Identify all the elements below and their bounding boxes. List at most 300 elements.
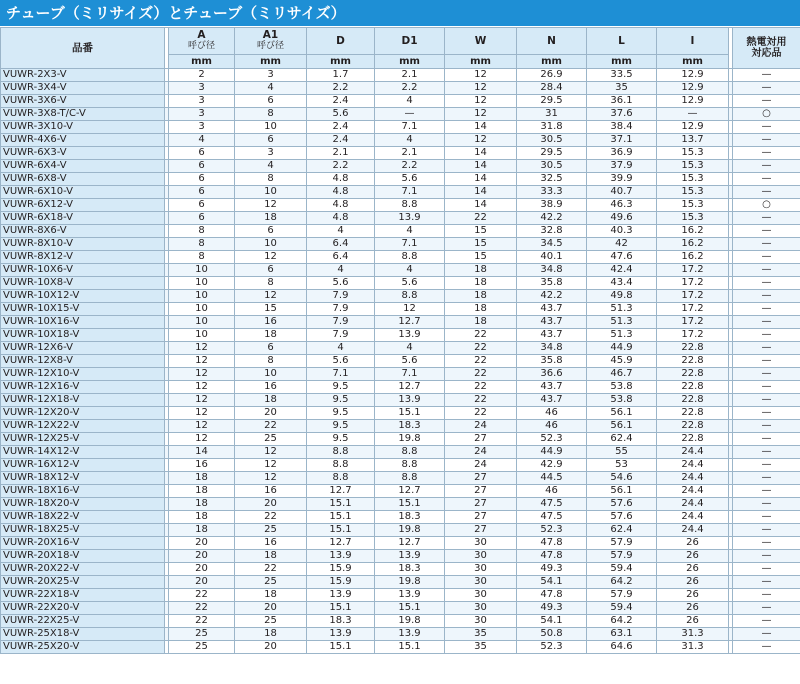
table-cell: 24.4 (657, 485, 729, 498)
table-cell: 30 (445, 602, 517, 615)
table-cell: 22 (445, 329, 517, 342)
table-cell: — (733, 329, 800, 342)
cell-part-number: VUWR-3X8-T/C-V (1, 108, 165, 121)
table-cell: 6 (235, 95, 307, 108)
table-cell: — (733, 459, 800, 472)
cell-part-number: VUWR-20X16-V (1, 537, 165, 550)
table-cell: 43.7 (517, 303, 587, 316)
table-row (1, 238, 800, 251)
table-cell: — (733, 602, 800, 615)
cell-part-number: VUWR-20X22-V (1, 563, 165, 576)
table-cell: 51.3 (587, 303, 657, 316)
table-cell: 19.8 (375, 433, 445, 446)
table-cell: 18 (235, 329, 307, 342)
table-cell: 12.9 (657, 69, 729, 82)
table-cell: 47.8 (517, 589, 587, 602)
table-cell: 8 (169, 225, 235, 238)
table-cell: 4 (307, 225, 375, 238)
table-cell: 49.3 (517, 563, 587, 576)
table-cell: 53 (587, 459, 657, 472)
cell-part-number: VUWR-4X6-V (1, 134, 165, 147)
table-cell: 3 (169, 82, 235, 95)
header-d: D (307, 28, 375, 55)
table-cell: 17.2 (657, 264, 729, 277)
table-cell: 12.7 (307, 485, 375, 498)
table-cell: 6 (169, 212, 235, 225)
table-cell: — (733, 563, 800, 576)
table-cell: — (733, 303, 800, 316)
table-cell: 43.4 (587, 277, 657, 290)
table-cell: 4 (375, 95, 445, 108)
table-cell: — (657, 108, 729, 121)
table-cell: 46.7 (587, 368, 657, 381)
table-row (1, 95, 800, 108)
table-cell: 16 (235, 316, 307, 329)
table-cell: — (733, 251, 800, 264)
cell-part-number: VUWR-12X20-V (1, 407, 165, 420)
table-cell: 18.3 (375, 420, 445, 433)
table-cell: 20 (169, 576, 235, 589)
table-cell: 15.1 (307, 498, 375, 511)
table-row (1, 147, 800, 160)
table-cell: 2.4 (307, 95, 375, 108)
cell-part-number: VUWR-25X18-V (1, 628, 165, 641)
table-row (1, 108, 800, 121)
table-title: チューブ（ミリサイズ）とチューブ（ミリサイズ） (0, 0, 800, 26)
table-cell: — (733, 95, 800, 108)
unit-a1: mm (235, 55, 307, 69)
cell-part-number: VUWR-18X20-V (1, 498, 165, 511)
table-cell: 57.9 (587, 589, 657, 602)
table-cell: 22.8 (657, 394, 729, 407)
table-cell: 7.1 (375, 368, 445, 381)
table-cell: 15.1 (375, 641, 445, 654)
table-cell: 53.8 (587, 394, 657, 407)
header-n: N (517, 28, 587, 55)
table-cell: 15.1 (307, 511, 375, 524)
header-a1 (235, 28, 307, 55)
table-cell: 6 (235, 342, 307, 355)
cell-part-number: VUWR-20X25-V (1, 576, 165, 589)
table-cell: 22.8 (657, 355, 729, 368)
table-cell: 2.2 (375, 160, 445, 173)
table-cell: 3 (169, 108, 235, 121)
table-row (1, 459, 800, 472)
table-cell: 44.9 (517, 446, 587, 459)
table-cell: 22 (445, 394, 517, 407)
table-cell: 36.1 (587, 95, 657, 108)
unit-l: mm (587, 55, 657, 69)
table-row (1, 433, 800, 446)
table-cell: 24.4 (657, 472, 729, 485)
table-cell: 2 (169, 69, 235, 82)
table-cell: 2.2 (307, 160, 375, 173)
table-cell: 9.5 (307, 420, 375, 433)
table-cell: 4.8 (307, 212, 375, 225)
cell-part-number: VUWR-8X6-V (1, 225, 165, 238)
table-cell: 20 (235, 498, 307, 511)
table-cell: 62.4 (587, 433, 657, 446)
table-cell: 17.2 (657, 303, 729, 316)
table-cell: 31.3 (657, 628, 729, 641)
table-cell: 20 (235, 602, 307, 615)
table-cell: 5.6 (307, 277, 375, 290)
table-cell: 22 (169, 615, 235, 628)
cell-part-number: VUWR-10X15-V (1, 303, 165, 316)
table-cell: 57.9 (587, 550, 657, 563)
table-cell: 5.6 (307, 355, 375, 368)
table-cell: 8.8 (307, 472, 375, 485)
table-cell: 24.4 (657, 498, 729, 511)
table-cell: 37.6 (587, 108, 657, 121)
table-cell: 17.2 (657, 290, 729, 303)
table-cell: 15.1 (375, 407, 445, 420)
table-cell: 26 (657, 563, 729, 576)
table-cell: 28.4 (517, 82, 587, 95)
table-cell: 8 (235, 277, 307, 290)
table-cell: 6 (169, 199, 235, 212)
table-cell: 49.3 (517, 602, 587, 615)
table-cell: 18 (235, 550, 307, 563)
table-cell: 18 (445, 316, 517, 329)
table-cell: 4 (169, 134, 235, 147)
table-cell: 43.7 (517, 381, 587, 394)
cell-part-number: VUWR-18X22-V (1, 511, 165, 524)
table-row (1, 186, 800, 199)
table-cell: 12 (235, 472, 307, 485)
table-cell: 52.3 (517, 524, 587, 537)
table-cell: 12 (169, 433, 235, 446)
table-cell: — (733, 381, 800, 394)
table-cell: 18 (169, 524, 235, 537)
table-cell: 16 (235, 485, 307, 498)
table-cell: 12.7 (307, 537, 375, 550)
table-cell: 18 (235, 628, 307, 641)
table-cell: 4 (375, 264, 445, 277)
table-cell: — (733, 550, 800, 563)
table-cell: 25 (169, 641, 235, 654)
cell-part-number: VUWR-10X12-V (1, 290, 165, 303)
table-row (1, 173, 800, 186)
cell-part-number: VUWR-6X18-V (1, 212, 165, 225)
table-cell: 15.1 (307, 524, 375, 537)
table-cell: 12 (235, 290, 307, 303)
table-cell: 47.5 (517, 498, 587, 511)
cell-part-number: VUWR-3X10-V (1, 121, 165, 134)
table-cell: — (733, 537, 800, 550)
cell-part-number: VUWR-10X8-V (1, 277, 165, 290)
cell-part-number: VUWR-6X10-V (1, 186, 165, 199)
table-cell: 18 (235, 394, 307, 407)
table-cell: 56.1 (587, 485, 657, 498)
table-cell: 33.5 (587, 69, 657, 82)
table-cell: 13.9 (375, 550, 445, 563)
table-cell: 5.6 (307, 108, 375, 121)
table-row (1, 472, 800, 485)
table-cell: 15 (445, 251, 517, 264)
table-cell: — (733, 368, 800, 381)
table-cell: 51.3 (587, 329, 657, 342)
table-row (1, 251, 800, 264)
table-cell: 10 (235, 186, 307, 199)
table-cell: 19.8 (375, 615, 445, 628)
table-cell: 40.7 (587, 186, 657, 199)
table-cell: 18.3 (375, 511, 445, 524)
table-cell: 8.8 (375, 472, 445, 485)
table-cell: 15.1 (307, 641, 375, 654)
header-a1-label: A1 (262, 29, 279, 41)
table-cell: 15.3 (657, 173, 729, 186)
table-cell: 27 (445, 485, 517, 498)
cell-part-number: VUWR-6X8-V (1, 173, 165, 186)
table-cell: 19.8 (375, 524, 445, 537)
table-cell: 4 (375, 225, 445, 238)
table-cell: 6 (169, 160, 235, 173)
table-cell: 9.5 (307, 433, 375, 446)
header-a (169, 28, 235, 55)
table-row (1, 277, 800, 290)
table-row (1, 394, 800, 407)
table-cell: 12 (169, 368, 235, 381)
table-cell: 12 (169, 420, 235, 433)
table-cell: 40.3 (587, 225, 657, 238)
cell-part-number: VUWR-16X12-V (1, 459, 165, 472)
table-cell: — (733, 82, 800, 95)
table-cell: 10 (235, 238, 307, 251)
table-cell: 42.2 (517, 290, 587, 303)
table-cell: 8.8 (375, 251, 445, 264)
table-cell: 25 (235, 433, 307, 446)
table-cell: 12 (169, 394, 235, 407)
table-cell: 10 (169, 264, 235, 277)
table-cell: 6 (169, 147, 235, 160)
cell-part-number: VUWR-10X18-V (1, 329, 165, 342)
table-cell: 46 (517, 485, 587, 498)
table-cell: — (733, 277, 800, 290)
table-cell: ○ (733, 199, 800, 212)
table-cell: 35 (445, 641, 517, 654)
table-cell: 15.1 (375, 602, 445, 615)
cell-part-number: VUWR-2X3-V (1, 69, 165, 82)
table-cell: 24 (445, 446, 517, 459)
table-cell: 24.4 (657, 446, 729, 459)
table-cell: 2.2 (307, 82, 375, 95)
table-cell: — (733, 212, 800, 225)
table-cell: 37.9 (587, 160, 657, 173)
cell-part-number: VUWR-14X12-V (1, 446, 165, 459)
table-cell: — (733, 485, 800, 498)
table-cell: 31.3 (657, 641, 729, 654)
table-cell: 4 (307, 342, 375, 355)
table-row (1, 368, 800, 381)
table-cell: — (733, 615, 800, 628)
table-cell: 32.5 (517, 173, 587, 186)
table-cell: 16 (235, 537, 307, 550)
table-cell: 7.9 (307, 303, 375, 316)
table-cell: 2.1 (307, 147, 375, 160)
table-cell: 4 (375, 342, 445, 355)
table-row (1, 498, 800, 511)
table-cell: 20 (235, 641, 307, 654)
table-cell: 45.9 (587, 355, 657, 368)
table-cell: 1.7 (307, 69, 375, 82)
table-cell: 22 (445, 355, 517, 368)
table-cell: 42.2 (517, 212, 587, 225)
cell-part-number: VUWR-8X12-V (1, 251, 165, 264)
table-cell: 2.4 (307, 134, 375, 147)
table-cell: 35.8 (517, 355, 587, 368)
table-cell: — (733, 147, 800, 160)
table-cell: 10 (235, 368, 307, 381)
table-row (1, 602, 800, 615)
table-cell: 30.5 (517, 160, 587, 173)
table-cell: 64.2 (587, 615, 657, 628)
table-cell: — (733, 511, 800, 524)
table-row (1, 160, 800, 173)
table-cell: 10 (169, 316, 235, 329)
table-cell: 57.6 (587, 498, 657, 511)
table-cell: 13.9 (375, 628, 445, 641)
table-cell: 4.8 (307, 186, 375, 199)
table-cell: 19.8 (375, 576, 445, 589)
table-cell: 27 (445, 524, 517, 537)
table-row (1, 342, 800, 355)
table-cell: 10 (169, 303, 235, 316)
table-cell: 27 (445, 472, 517, 485)
table-cell: 24 (445, 420, 517, 433)
table-cell: 64.2 (587, 576, 657, 589)
table-cell: 24 (445, 459, 517, 472)
table-cell: 52.3 (517, 433, 587, 446)
table-cell: 12 (235, 446, 307, 459)
table-cell: 5.6 (375, 173, 445, 186)
unit-a: mm (169, 55, 235, 69)
table-cell: 22 (445, 381, 517, 394)
table-cell: 57.9 (587, 537, 657, 550)
table-cell: 4.8 (307, 173, 375, 186)
table-body (1, 69, 800, 654)
table-cell: 12 (445, 95, 517, 108)
table-cell: 20 (235, 407, 307, 420)
table-cell: 12 (169, 342, 235, 355)
table-cell: 24.4 (657, 459, 729, 472)
table-cell: 13.9 (307, 550, 375, 563)
table-cell: 5.6 (375, 355, 445, 368)
table-row (1, 134, 800, 147)
table-cell: 8.8 (375, 290, 445, 303)
table-cell: 12 (235, 251, 307, 264)
table-cell: 8 (235, 108, 307, 121)
table-cell: 13.9 (375, 329, 445, 342)
table-cell: 47.5 (517, 511, 587, 524)
table-row (1, 121, 800, 134)
header-d1: D1 (375, 28, 445, 55)
table-cell: 18 (169, 511, 235, 524)
table-cell: 47.8 (517, 550, 587, 563)
table-cell: 10 (169, 290, 235, 303)
table-cell: 22 (169, 602, 235, 615)
table-cell: 22.8 (657, 420, 729, 433)
table-cell: 7.9 (307, 290, 375, 303)
table-row (1, 303, 800, 316)
table-cell: 6 (235, 134, 307, 147)
table-cell: 16 (235, 381, 307, 394)
table-cell: 18 (169, 472, 235, 485)
table-row (1, 212, 800, 225)
table-cell: 49.6 (587, 212, 657, 225)
table-cell: 12 (445, 82, 517, 95)
table-cell: 8.8 (375, 459, 445, 472)
header-a1-sub: 呼び径 (256, 41, 284, 51)
table-cell: 12 (445, 69, 517, 82)
table-cell: 18 (235, 212, 307, 225)
table-cell: — (733, 225, 800, 238)
table-cell: 55 (587, 446, 657, 459)
table-cell: — (733, 472, 800, 485)
table-cell: 26 (657, 589, 729, 602)
cell-part-number: VUWR-22X18-V (1, 589, 165, 602)
table-cell: 38.9 (517, 199, 587, 212)
table-cell: 14 (445, 147, 517, 160)
table-cell: 17.2 (657, 329, 729, 342)
table-cell: 22 (445, 212, 517, 225)
table-cell: 24.4 (657, 524, 729, 537)
table-cell: 3 (169, 95, 235, 108)
table-cell: 12.9 (657, 95, 729, 108)
table-cell: 31 (517, 108, 587, 121)
table-cell: — (733, 238, 800, 251)
table-cell: 5.6 (375, 277, 445, 290)
table-cell: 6 (235, 225, 307, 238)
table-cell: 10 (169, 329, 235, 342)
table-cell: 30 (445, 589, 517, 602)
table-cell: 40.1 (517, 251, 587, 264)
table-cell: — (733, 264, 800, 277)
table-cell: — (733, 316, 800, 329)
table-cell: — (733, 524, 800, 537)
unit-n: mm (517, 55, 587, 69)
table-cell: 26 (657, 576, 729, 589)
table-cell: 6 (169, 173, 235, 186)
table-row (1, 550, 800, 563)
table-row (1, 511, 800, 524)
table-cell: 20 (169, 563, 235, 576)
table-cell: 9.5 (307, 381, 375, 394)
table-cell: 12.9 (657, 121, 729, 134)
table-cell: 17.2 (657, 277, 729, 290)
table-cell: 13.9 (307, 589, 375, 602)
table-cell: 35 (587, 82, 657, 95)
table-cell: 46 (517, 407, 587, 420)
table-cell: 15.3 (657, 199, 729, 212)
table-cell: 15.3 (657, 147, 729, 160)
table-cell: 27 (445, 498, 517, 511)
table-cell: 18 (169, 498, 235, 511)
table-cell: 16.2 (657, 238, 729, 251)
table-cell: 14 (445, 121, 517, 134)
cell-part-number: VUWR-20X18-V (1, 550, 165, 563)
table-cell: 18 (235, 589, 307, 602)
cell-part-number: VUWR-22X20-V (1, 602, 165, 615)
table-cell: 27 (445, 433, 517, 446)
table-cell: 30 (445, 576, 517, 589)
table-cell: 8.8 (307, 459, 375, 472)
table-cell: — (733, 394, 800, 407)
table-cell: 3 (235, 147, 307, 160)
cell-part-number: VUWR-25X20-V (1, 641, 165, 654)
table-cell: 15.3 (657, 212, 729, 225)
table-row (1, 199, 800, 212)
